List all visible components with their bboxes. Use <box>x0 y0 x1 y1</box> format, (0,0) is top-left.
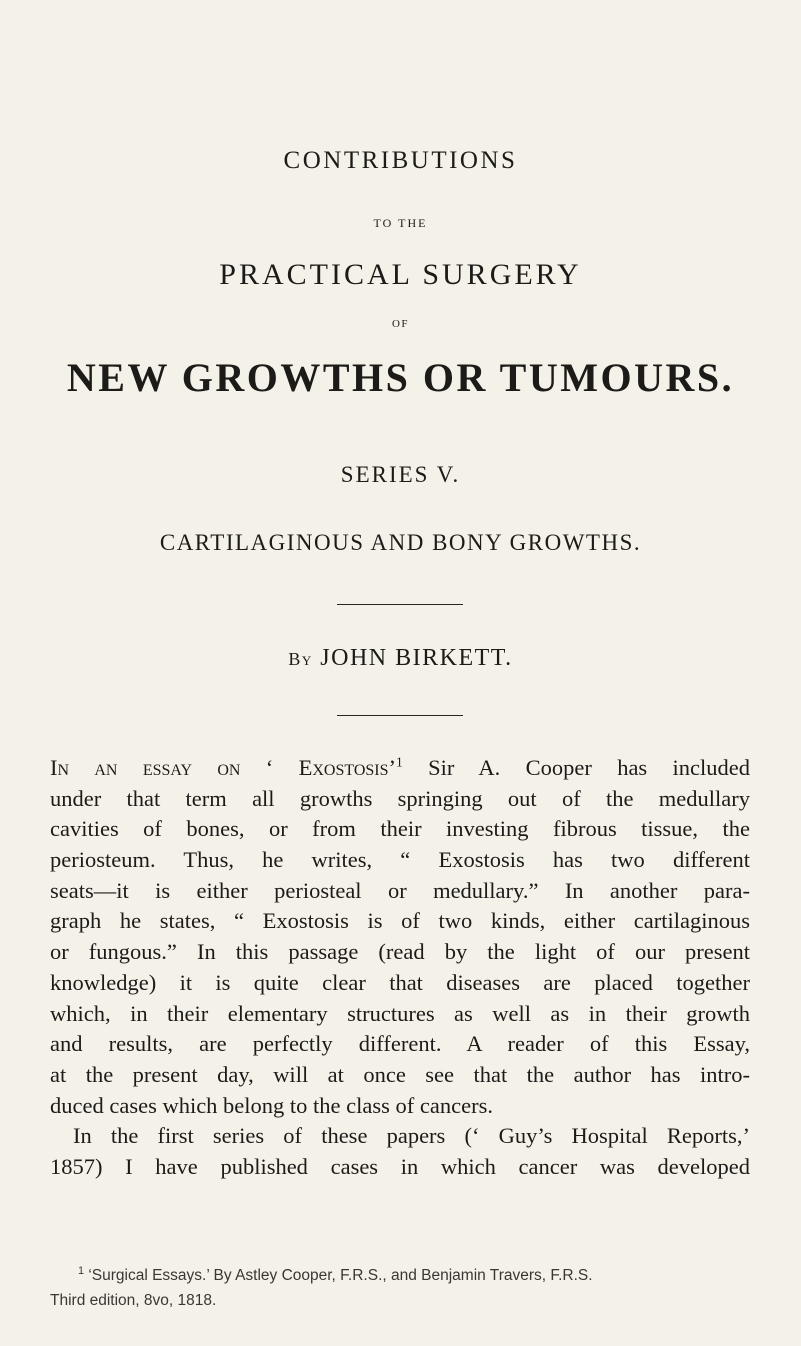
body-line: duced cases which belong to the class of cancers. <box>50 1092 493 1118</box>
body-line: knowledge) it is quite clear that diseases are placed together <box>50 969 750 995</box>
body-line: or fungous.” In this passage (read by the light of our present <box>50 939 750 965</box>
body-line: periosteum. Thus, he writes, “ Exostosis has two different <box>50 847 750 873</box>
footnote-line <box>50 1263 762 1288</box>
body-line-rest: Sir A. Cooper has included <box>402 755 750 780</box>
footnote-text: ‘Surgical Essays.’ By Astley Cooper, F.R.S., and Benjamin Travers, F.R.S. <box>84 1267 593 1284</box>
title-new-growths: NEW GROWTHS OR TUMOURS. <box>66 355 735 400</box>
body-line: which, in their elementary structures as well as in their growth <box>50 1000 750 1026</box>
drop-initial: I <box>50 755 58 780</box>
title-to-the: TO THE <box>373 216 428 230</box>
divider-rule-top <box>337 604 463 605</box>
footnote-marker: 1 <box>78 1264 85 1277</box>
title-of: OF <box>391 318 410 330</box>
body-line: graph he states, “ Exostosis is of two kinds, either cartilaginous <box>50 908 750 934</box>
title-practical-surgery: PRACTICAL SURGERY <box>219 258 582 291</box>
footnote <box>50 1263 762 1313</box>
author-name: JOHN BIRKETT. <box>320 645 513 671</box>
subtitle-heading: CARTILAGINOUS AND BONY GROWTHS. <box>159 530 642 555</box>
body-line: at the present day, will at once see that the author has intro- <box>50 1061 750 1087</box>
body-line <box>50 753 750 784</box>
footnote-line: Third edition, 8vo, 1818. <box>50 1292 217 1309</box>
title-contributions: CONTRIBUTIONS <box>283 147 518 174</box>
author-line <box>0 645 801 672</box>
body-line: and results, are perfectly different. A reader of this Essay, <box>50 1031 750 1057</box>
body-line: In the first series of these papers (‘ Guy’s Hospital Reports,’ <box>73 1123 750 1149</box>
body-line: 1857) I have published cases in which cancer was developed <box>50 1153 750 1179</box>
body-paragraphs <box>50 753 750 1183</box>
body-line: seats—it is either periosteal or medullary.” In another para- <box>50 877 750 903</box>
series-heading: SERIES V. <box>340 462 461 487</box>
body-line-lead: n an essay on ‘ Exostosis’ <box>57 755 397 780</box>
footnote-ref: 1 <box>396 754 403 770</box>
body-line: under that term all growths springing out of the medullary <box>50 785 750 811</box>
body-line: cavities of bones, or from their investing fibrous tissue, the <box>50 816 750 842</box>
divider-rule-bottom <box>337 715 463 716</box>
author-by: By <box>288 649 313 669</box>
